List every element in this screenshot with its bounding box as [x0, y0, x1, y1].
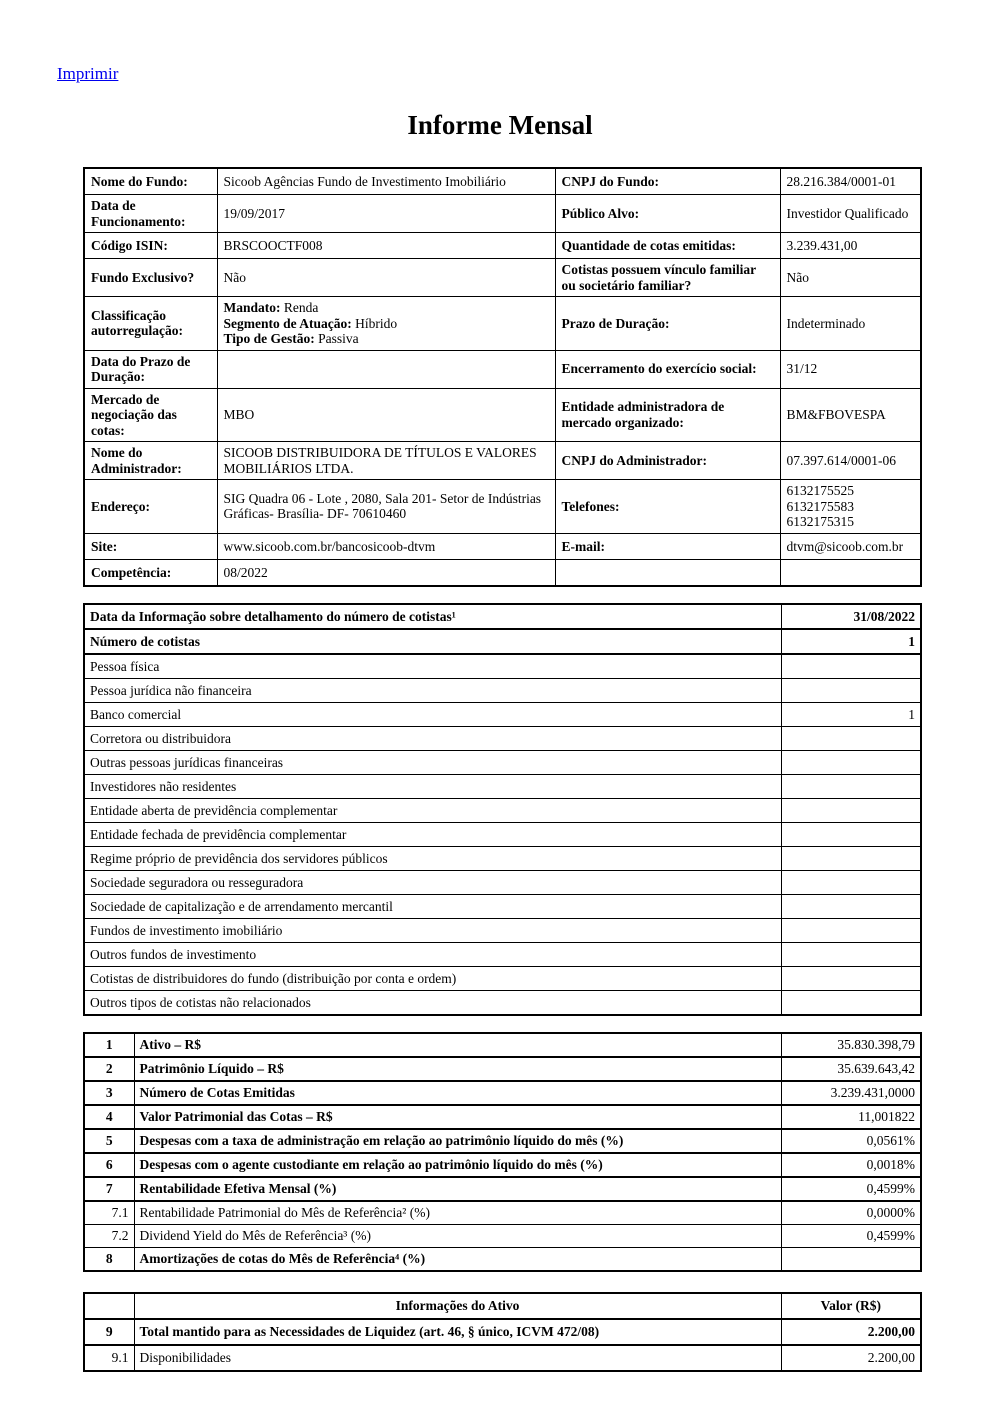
table-row — [84, 679, 921, 703]
table-row — [84, 297, 921, 351]
row-label: Amortizações de cotas do Mês de Referência⁴ (%) — [134, 1248, 781, 1272]
table-row — [84, 823, 921, 847]
fund-field-label: Nome do Administrador: — [84, 442, 217, 480]
fund-info-table — [83, 167, 922, 587]
table-row — [84, 919, 921, 943]
table-row — [84, 480, 921, 534]
fund-field-label: Nome do Fundo: — [84, 168, 217, 195]
cotista-type-label: Número de cotistas — [84, 629, 781, 654]
table-row — [84, 991, 921, 1016]
cotista-count-value — [781, 823, 921, 847]
row-value: 0,4599% — [781, 1225, 921, 1248]
fund-field-value: www.sicoob.com.br/bancosicoob-dtvm — [217, 533, 555, 559]
cotistas-header-label: Data da Informação sobre detalhamento do número de cotistas¹ — [84, 604, 781, 629]
row-label: Total mantido para as Necessidades de Liquidez (art. 46, § único, ICVM 472/08) — [134, 1319, 781, 1345]
phone-line: 6132175525 — [786, 483, 854, 499]
cotistas-table — [83, 603, 922, 1016]
row-value: 0,0561% — [781, 1129, 921, 1153]
fund-field-label: Quantidade de cotas emitidas: — [555, 233, 780, 259]
row-number: 7.1 — [84, 1201, 134, 1225]
cotista-type-label: Outros tipos de cotistas não relacionados — [84, 991, 781, 1016]
fund-field-value: 08/2022 — [217, 559, 555, 586]
table-row — [84, 943, 921, 967]
fund-field-value: 07.397.614/0001-06 — [780, 442, 921, 480]
fund-field-value: 28.216.384/0001-01 — [780, 168, 921, 195]
table-row — [84, 629, 921, 654]
row-number: 9 — [84, 1319, 134, 1345]
fund-field-label: Competência: — [84, 559, 217, 586]
fund-field-value: Não — [217, 259, 555, 297]
fund-field-value: 19/09/2017 — [217, 195, 555, 233]
cotista-type-label: Entidade fechada de previdência complementar — [84, 823, 781, 847]
phone-line: 6132175583 — [786, 498, 854, 514]
row-value: 0,4599% — [781, 1177, 921, 1201]
table-row — [84, 1033, 921, 1057]
table-row — [84, 559, 921, 586]
row-number: 3 — [84, 1081, 134, 1105]
table-row — [84, 799, 921, 823]
row-number: 5 — [84, 1129, 134, 1153]
row-value: 35.830.398,79 — [781, 1033, 921, 1057]
cotista-type-label: Entidade aberta de previdência complementar — [84, 799, 781, 823]
cotista-type-label: Cotistas de distribuidores do fundo (distribuição por conta e ordem) — [84, 967, 781, 991]
phone-line: 6132175315 — [786, 514, 854, 530]
cotista-count-value: 1 — [781, 629, 921, 654]
fund-field-label: E-mail: — [555, 533, 780, 559]
table-row — [84, 775, 921, 799]
fund-field-label: Cotistas possuem vínculo familiar ou societário familiar? — [555, 259, 780, 297]
row-value: 3.239.431,0000 — [781, 1081, 921, 1105]
fund-field-label: Público Alvo: — [555, 195, 780, 233]
cotista-type-label: Regime próprio de previdência dos servidores públicos — [84, 847, 781, 871]
header-number-cell — [84, 1293, 134, 1319]
row-label: Rentabilidade Efetiva Mensal (%) — [134, 1177, 781, 1201]
row-label: Despesas com o agente custodiante em relação ao patrimônio líquido do mês (%) — [134, 1153, 781, 1177]
row-label: Disponibilidades — [134, 1345, 781, 1371]
fund-field-label: Telefones: — [555, 480, 780, 534]
table-row — [84, 1177, 921, 1201]
cotista-type-label: Banco comercial — [84, 703, 781, 727]
fund-field-value: BRSCOOCTF008 — [217, 233, 555, 259]
row-value: 2.200,00 — [781, 1319, 921, 1345]
row-label: Patrimônio Líquido – R$ — [134, 1057, 781, 1081]
row-number: 1 — [84, 1033, 134, 1057]
fund-field-label: Encerramento do exercício social: — [555, 350, 780, 388]
table-row — [84, 533, 921, 559]
cotista-type-label: Corretora ou distribuidora — [84, 727, 781, 751]
cotista-count-value — [781, 895, 921, 919]
fund-field-value: Sicoob Agências Fundo de Investimento Imobiliário — [217, 168, 555, 195]
cotista-type-label: Sociedade de capitalização e de arrendamento mercantil — [84, 895, 781, 919]
table-header-row — [84, 1293, 921, 1319]
segment-value: Híbrido — [351, 315, 398, 331]
row-number: 4 — [84, 1105, 134, 1129]
table-row — [84, 727, 921, 751]
table-row — [84, 1225, 921, 1248]
fund-field-label: Código ISIN: — [84, 233, 217, 259]
table-row — [84, 1201, 921, 1225]
fund-field-label: Site: — [84, 533, 217, 559]
fund-field-label: Mercado de negociação das cotas: — [84, 388, 217, 442]
monthly-indicators-table — [83, 1032, 922, 1272]
cotista-count-value — [781, 919, 921, 943]
row-number: 2 — [84, 1057, 134, 1081]
table-row — [84, 1105, 921, 1129]
table-row — [84, 233, 921, 259]
print-link[interactable]: Imprimir — [57, 64, 119, 83]
cotista-count-value — [781, 727, 921, 751]
cotista-type-label: Investidores não residentes — [84, 775, 781, 799]
fund-field-value: SICOOB DISTRIBUIDORA DE TÍTULOS E VALORES MOBILIÁRIOS LTDA. — [217, 442, 555, 480]
fund-field-value: Não — [780, 259, 921, 297]
segment-value: Renda — [280, 300, 319, 316]
classification-line — [224, 331, 549, 347]
row-number: 9.1 — [84, 1345, 134, 1371]
fund-field-label: Fundo Exclusivo? — [84, 259, 217, 297]
table-row — [84, 751, 921, 775]
asset-info-table — [83, 1292, 922, 1372]
cotista-count-value — [781, 847, 921, 871]
fund-field-label: Endereço: — [84, 480, 217, 534]
fund-field-label: Entidade administradora de mercado organizado: — [555, 388, 780, 442]
fund-field-value: MBO — [217, 388, 555, 442]
row-value: 11,001822 — [781, 1105, 921, 1129]
fund-field-label: Classificação autorregulação: — [84, 297, 217, 351]
row-value: 2.200,00 — [781, 1345, 921, 1371]
segment-label: Mandato: — [223, 300, 281, 316]
fund-field-value — [780, 480, 921, 534]
row-value — [781, 1248, 921, 1272]
cotista-type-label: Pessoa física — [84, 654, 781, 679]
row-label: Dividend Yield do Mês de Referência³ (%) — [134, 1225, 781, 1248]
row-number: 8 — [84, 1248, 134, 1272]
table-row — [84, 703, 921, 727]
cotista-count-value: 1 — [781, 703, 921, 727]
page-title: Informe Mensal — [407, 110, 593, 140]
fund-field-value: 3.239.431,00 — [780, 233, 921, 259]
table-row — [84, 895, 921, 919]
cotista-count-value — [781, 775, 921, 799]
cotista-type-label: Fundos de investimento imobiliário — [84, 919, 781, 943]
table-row — [84, 1153, 921, 1177]
row-number: 6 — [84, 1153, 134, 1177]
table-row — [84, 259, 921, 297]
cotistas-header-date: 31/08/2022 — [781, 604, 921, 629]
classification-line — [224, 316, 549, 332]
segment-label: Tipo de Gestão: — [223, 331, 315, 347]
fund-field-value: Indeterminado — [780, 297, 921, 351]
table-row — [84, 1319, 921, 1345]
table-row — [84, 847, 921, 871]
table-row — [84, 1248, 921, 1272]
cotista-count-value — [781, 799, 921, 823]
row-value: 0,0000% — [781, 1201, 921, 1225]
cotista-type-label: Pessoa jurídica não financeira — [84, 679, 781, 703]
fund-field-label: Data do Prazo de Duração: — [84, 350, 217, 388]
fund-field-label: CNPJ do Administrador: — [555, 442, 780, 480]
cotista-count-value — [781, 871, 921, 895]
row-number: 7 — [84, 1177, 134, 1201]
fund-field-label — [555, 559, 780, 586]
row-value: 35.639.643,42 — [781, 1057, 921, 1081]
fund-field-value — [217, 297, 555, 351]
row-value: 0,0018% — [781, 1153, 921, 1177]
cotista-type-label: Outros fundos de investimento — [84, 943, 781, 967]
fund-field-label: CNPJ do Fundo: — [555, 168, 780, 195]
cotista-type-label: Sociedade seguradora ou resseguradora — [84, 871, 781, 895]
fund-field-value: Investidor Qualificado — [780, 195, 921, 233]
row-label: Ativo – R$ — [134, 1033, 781, 1057]
fund-field-value — [780, 559, 921, 586]
table-row — [84, 1057, 921, 1081]
cotistas-header-row — [84, 604, 921, 629]
header-title-cell: Informações do Ativo — [134, 1293, 781, 1319]
table-row — [84, 967, 921, 991]
table-row — [84, 1129, 921, 1153]
fund-field-value: BM&FBOVESPA — [780, 388, 921, 442]
cotista-type-label: Outras pessoas jurídicas financeiras — [84, 751, 781, 775]
table-row — [84, 871, 921, 895]
table-row — [84, 388, 921, 442]
row-number: 7.2 — [84, 1225, 134, 1248]
table-row — [84, 350, 921, 388]
fund-field-value — [217, 350, 555, 388]
table-row — [84, 1081, 921, 1105]
table-row — [84, 442, 921, 480]
row-label: Número de Cotas Emitidas — [134, 1081, 781, 1105]
classification-line — [224, 300, 549, 316]
fund-field-value: 31/12 — [780, 350, 921, 388]
cotista-count-value — [781, 654, 921, 679]
header-value-cell: Valor (R$) — [781, 1293, 921, 1319]
fund-field-value: dtvm@sicoob.com.br — [780, 533, 921, 559]
row-label: Despesas com a taxa de administração em relação ao patrimônio líquido do mês (%) — [134, 1129, 781, 1153]
cotista-count-value — [781, 943, 921, 967]
fund-field-label: Prazo de Duração: — [555, 297, 780, 351]
row-label: Rentabilidade Patrimonial do Mês de Referência² (%) — [134, 1201, 781, 1225]
table-row — [84, 168, 921, 195]
table-row — [84, 195, 921, 233]
row-label: Valor Patrimonial das Cotas – R$ — [134, 1105, 781, 1129]
table-row — [84, 654, 921, 679]
cotista-count-value — [781, 751, 921, 775]
fund-field-label: Data de Funcionamento: — [84, 195, 217, 233]
table-row — [84, 1345, 921, 1371]
cotista-count-value — [781, 679, 921, 703]
segment-value: Passiva — [314, 331, 359, 347]
fund-field-value: SIG Quadra 06 - Lote , 2080, Sala 201- Setor de Indústrias Gráficas- Brasília- DF- 70610460 — [217, 480, 555, 534]
cotista-count-value — [781, 967, 921, 991]
cotista-count-value — [781, 991, 921, 1016]
segment-label: Segmento de Atuação: — [223, 315, 352, 331]
